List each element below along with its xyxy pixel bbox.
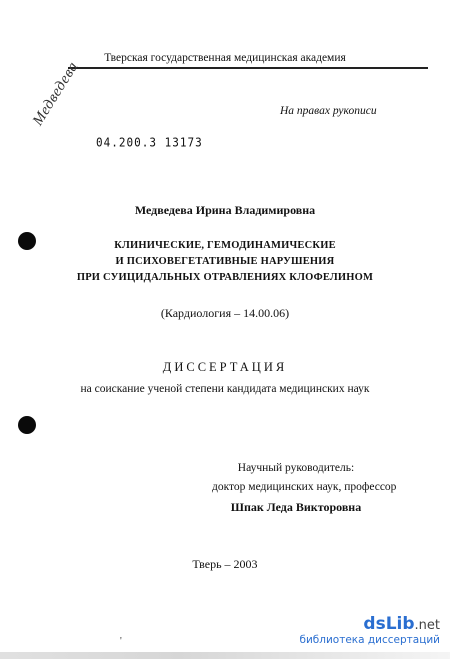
supervisor-label: Научный руководитель:: [237, 462, 355, 474]
institution-name: Тверская государственная медицинская академия: [104, 52, 346, 64]
supervisor-title: доктор медицинских наук, профессор: [212, 481, 397, 493]
punch-hole: [18, 416, 36, 434]
supervisor-name: Шпак Леда Викторовна: [230, 500, 362, 514]
scan-edge: [0, 652, 450, 659]
author-name: Медведева Ирина Владимировна: [134, 203, 316, 217]
header-rule: [68, 67, 428, 69]
watermark-logo[interactable]: [299, 614, 440, 646]
city-year: Тверь – 2003: [192, 557, 258, 571]
watermark-tagline: библиотека диссертаций: [299, 634, 440, 646]
document-type: ДИССЕРТАЦИЯ: [162, 360, 288, 374]
thesis-title-line: И ПСИХОВЕГЕТАТИВНЫЕ НАРУШЕНИЯ: [115, 256, 335, 267]
thesis-title-line: ПРИ СУИЦИДАЛЬНЫХ ОТРАВЛЕНИЯХ КЛОФЕЛИНОМ: [76, 272, 374, 283]
rights-note: На правах рукописи: [280, 105, 377, 117]
specialty-code: (Кардиология – 14.00.06): [160, 306, 290, 320]
thesis-title-line: КЛИНИЧЕСКИЕ, ГЕМОДИНАМИЧЕСКИЕ: [114, 240, 336, 251]
scan-mark: ': [120, 636, 122, 647]
watermark-tld: .net: [414, 618, 440, 633]
handwritten-inscription: Медведева: [30, 59, 82, 129]
watermark-brand: dsLib: [363, 614, 415, 634]
stamp-number: 04.200.3 13173: [96, 135, 203, 150]
degree-line: на соискание ученой степени кандидата медицинских наук: [80, 383, 370, 395]
